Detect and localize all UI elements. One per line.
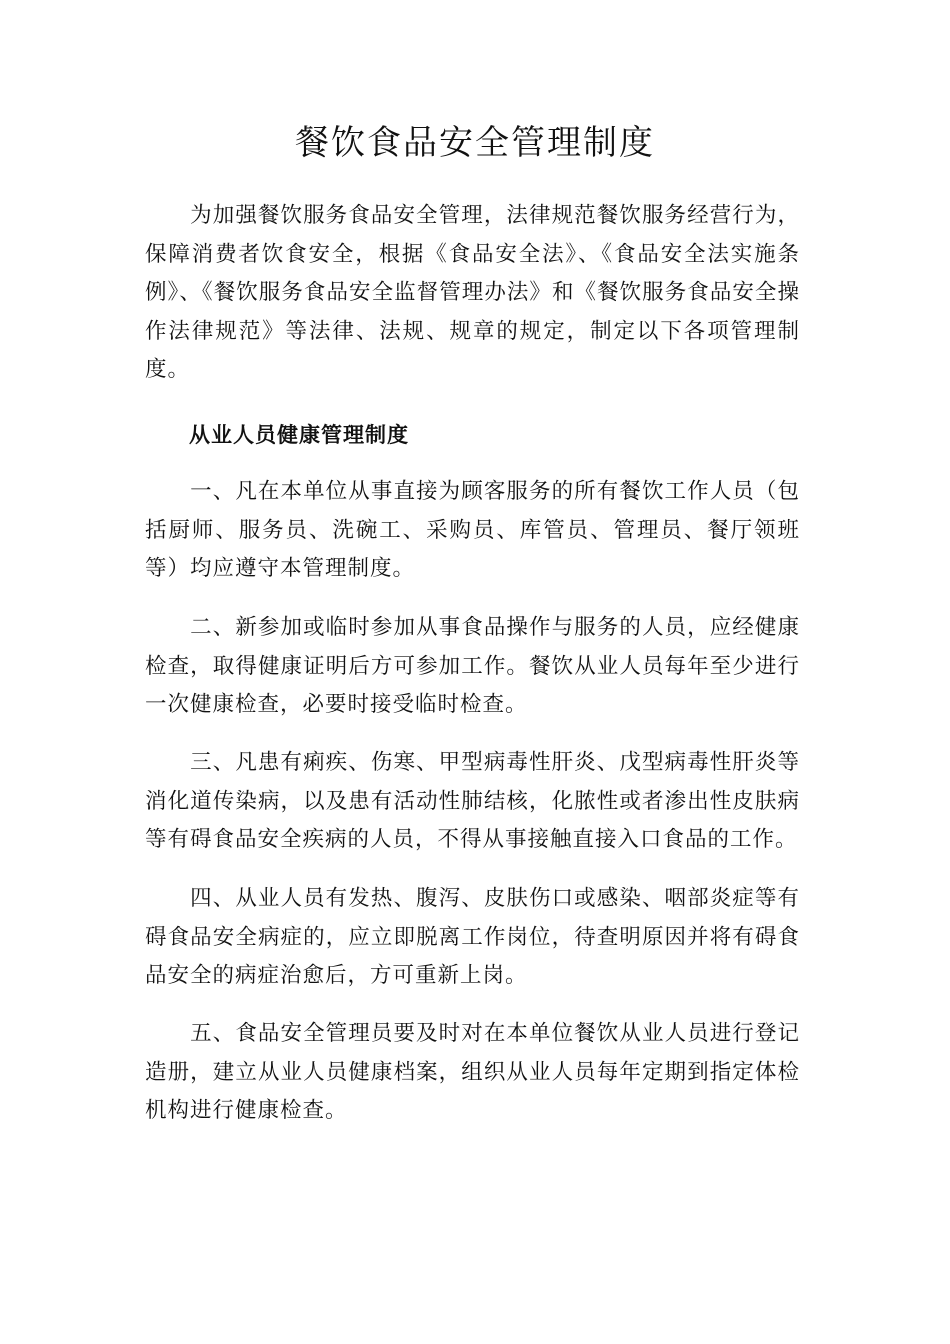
rule-item-3: 三、凡患有痢疾、伤寒、甲型病毒性肝炎、戊型病毒性肝炎等消化道传染病，以及患有活动性肺结核，化脓性或者渗出性皮肤病等有碍食品安全疾病的人员，不得从事接触直接入口食品的工作。: [145, 750, 800, 852]
section-heading: 从业人员健康管理制度: [189, 422, 409, 447]
rule-item-2: 二、新参加或临时参加从事食品操作与服务的人员，应经健康检查，取得健康证明后方可参加工作。餐饮从业人员每年至少进行一次健康检查，必要时接受临时检查。: [145, 615, 800, 717]
rule-item-4: 四、从业人员有发热、腹泻、皮肤伤口或感染、咽部炎症等有碍食品安全病症的，应立即脱离工作岗位，待查明原因并将有碍食品安全的病症治愈后，方可重新上岗。: [145, 886, 800, 988]
intro-paragraph: 为加强餐饮服务食品安全管理，法律规范餐饮服务经营行为，保障消费者饮食安全，根据《食品安全法》、《食品安全法实施条例》、《餐饮服务食品安全监督管理办法》和《餐饮服务食品安全操作法律规范》等法律、法规、规章的规定，制定以下各项管理制度。: [145, 203, 800, 382]
rule-item-1: 一、凡在本单位从事直接为顾客服务的所有餐饮工作人员（包括厨师、服务员、洗碗工、采购员、库管员、管理员、餐厅领班等）均应遵守本管理制度。: [145, 479, 800, 581]
document-title: 餐饮食品安全管理制度: [295, 123, 655, 163]
rule-item-5: 五、食品安全管理员要及时对在本单位餐饮从业人员进行登记造册，建立从业人员健康档案，组织从业人员每年定期到指定体检机构进行健康检查。: [145, 1021, 800, 1123]
